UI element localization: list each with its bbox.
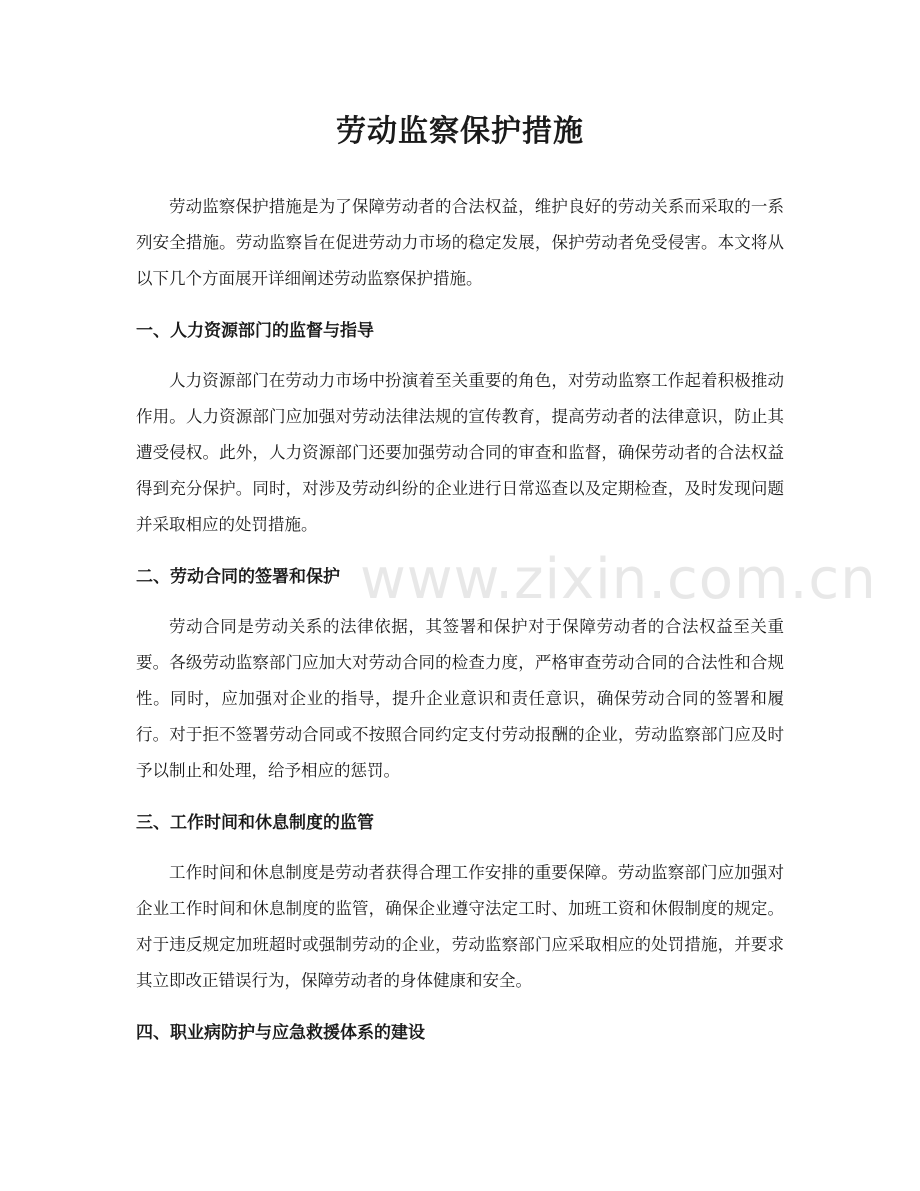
section-body-2: 劳动合同是劳动关系的法律依据，其签署和保护对于保障劳动者的合法权益至关重要。各级劳动监察部门应加大对劳动合同的检查力度，严格审查劳动合同的合法性和合规性。同时，应加强对企业的指导，提升企业意识和责任意识，确保劳动合同的签署和履行。对于拒不签署劳动合同或不按照合同约定支付劳动报酬的企业，劳动监察部门应及时予以制止和处理，给予相应的惩罚。 (136, 617, 784, 780)
section-heading-3: 三、工作时间和休息制度的监管 (136, 813, 374, 833)
intro-paragraph: 劳动监察保护措施是为了保障劳动者的合法权益，维护良好的劳动关系而采取的一系列安全措施。劳动监察旨在促进劳动力市场的稳定发展，保护劳动者免受侵害。本文将从以下几个方面展开详细阐述劳动监察保护措施。 (136, 197, 784, 288)
section-body-1: 人力资源部门在劳动力市场中扮演着至关重要的角色，对劳动监察工作起着积极推动作用。人力资源部门应加强对劳动法律法规的宣传教育，提高劳动者的法律意识，防止其遭受侵权。此外，人力资源部门还要加强劳动合同的审查和监督，确保劳动者的合法权益得到充分保护。同时，对涉及劳动纠纷的企业进行日常巡查以及定期检查，及时发现问题并采取相应的处罚措施。 (136, 371, 784, 534)
section-heading-1: 一、人力资源部门的监督与指导 (136, 321, 374, 341)
section-heading-2: 二、劳动合同的签署和保护 (136, 567, 340, 587)
section-body-3: 工作时间和休息制度是劳动者获得合理工作安排的重要保障。劳动监察部门应加强对企业工作时间和休息制度的监管，确保企业遵守法定工时、加班工资和休假制度的规定。对于违反规定加班超时或强制劳动的企业，劳动监察部门应采取相应的处罚措施，并要求其立即改正错误行为，保障劳动者的身体健康和安全。 (136, 863, 784, 990)
document-title: 劳动监察保护措施 (336, 114, 584, 149)
section-heading-4: 四、职业病防护与应急救援体系的建设 (136, 1023, 425, 1043)
watermark: www.zixin.com.cn (360, 547, 877, 612)
